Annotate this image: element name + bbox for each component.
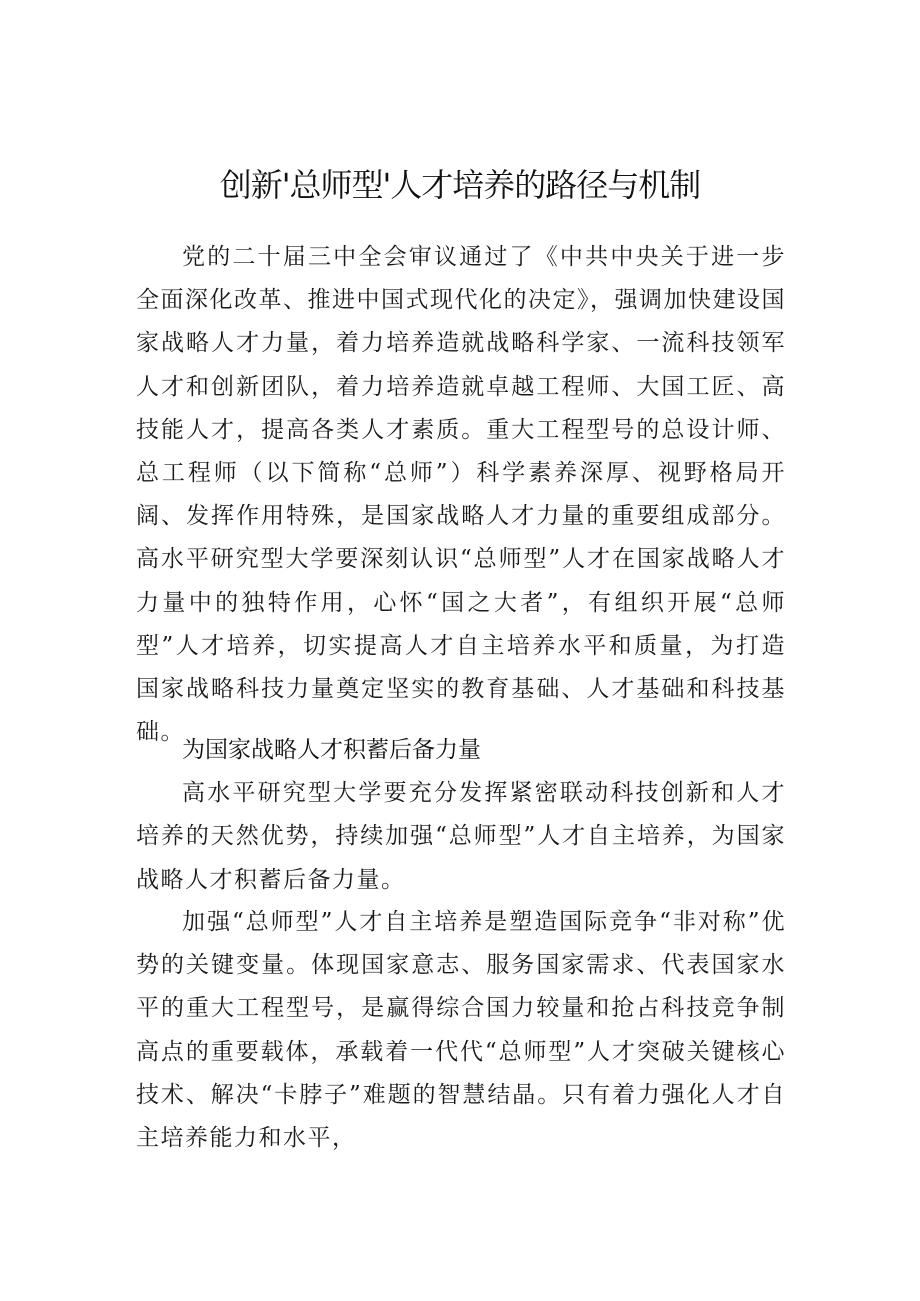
section-paragraph-2-block <box>136 901 786 1160</box>
section-paragraph-1: 高水平研究型大学要充分发挥紧密联动科技创新和人才培养的天然优势，持续加强“总师型”人才自主培养，为国家战略人才积蓄后备力量。 <box>136 780 786 893</box>
document-title: 创新'总师型'人才培养的路径与机制 <box>219 166 701 204</box>
intro-paragraph: 党的二十届三中全会审议通过了《中共中央关于进一步全面深化改革、推进中国式现代化的决定》，强调加快建设国家战略人才力量，着力培养造就战略科学家、一流科技领军人才和创新团队，着力培养造就卓越工程师、大国工匠、高技能人才，提高各类人才素质。重大工程型号的总设计师、总工程师（以下简称“总师”）科学素养深厚、视野格局开阔、发挥作用特殊，是国家战略人才力量的重要组成部分。高水平研究型大学要深刻认识“总师型”人才在国家战略人才力量中的独特作用，心怀“国之大者”，有组织开展“总师型”人才培养，切实提高人才自主培养水平和质量，为打造国家战略科技力量奠定坚实的教育基础、人才基础和科技基础。 <box>136 244 786 746</box>
intro-paragraph-block <box>136 236 786 754</box>
section-block <box>136 729 786 902</box>
section-heading: 为国家战略人才积蓄后备力量 <box>182 737 481 763</box>
section-paragraph-2: 加强“总师型”人才自主培养是塑造国际竞争“非对称”优势的关键变量。体现国家意志、服务国家需求、代表国家水平的重大工程型号，是赢得综合国力较量和抢占科技竞争制高点的重要载体，承载着一代代“总师型”人才突破关键核心技术、解决“卡脖子”难题的智慧结晶。只有着力强化人才自主培养能力和水平， <box>136 909 786 1152</box>
